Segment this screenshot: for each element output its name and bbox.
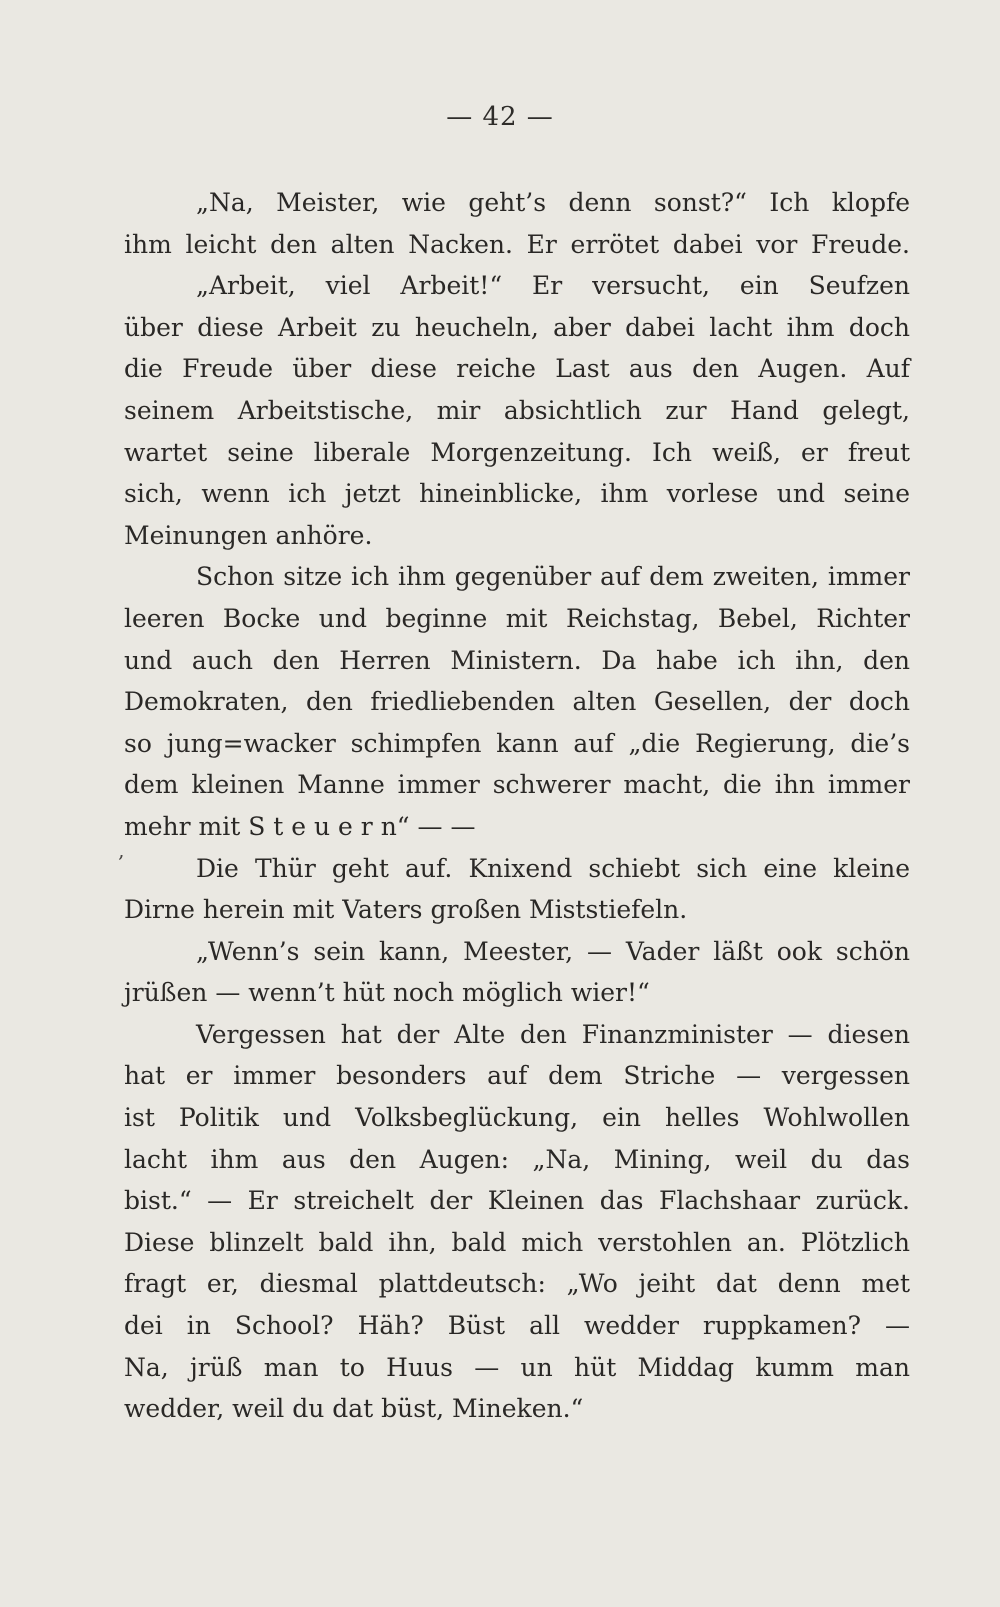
text-line: „Na, Meister, wie geht’s denn sonst?“ Ich klopfe (196, 188, 910, 217)
text-line: Die Thür geht auf. Knixend schiebt sich eine kleine (196, 853, 910, 883)
text-line: Schon sitze ich ihm gegenüber auf dem zweiten, immer (196, 562, 910, 592)
text-line: „Arbeit, viel Arbeit!“ Er versucht, ein Seufzen (196, 271, 910, 301)
text-line: Diese blinzelt bald ihn, bald mich verstohlen an. Plötzlich (124, 1227, 910, 1257)
text-line: bist.“ — Er streichelt der Kleinen das Flachshaar zurück. (124, 1186, 910, 1216)
text-line: fragt er, diesmal plattdeutsch: „Wo jeiht dat denn met (124, 1269, 910, 1299)
text-line: leeren Bocke und beginne mit Reichstag, Bebel, Richter (124, 603, 910, 633)
text-line: ihm leicht den alten Nacken. Er errötet dabei vor Freude. (124, 229, 910, 259)
text-line: hat er immer besonders auf dem Striche — vergessen (124, 1061, 910, 1091)
text-line: und auch den Herren Ministern. Da habe ich ihn, den (124, 645, 910, 675)
text-line: Meinungen anhöre. (124, 520, 373, 550)
text-line: so jung=wacker schimpfen kann auf „die Regierung, die’s (124, 728, 910, 758)
text-line: „Wenn’s sein kann, Meester, — Vader läßt ook schön (196, 936, 910, 966)
text-line: über diese Arbeit zu heucheln, aber dabei lacht ihm doch (124, 312, 910, 342)
text-line: seinem Arbeitstische, mir absichtlich zur Hand gelegt, (124, 395, 910, 425)
text-line: sich, wenn ich jetzt hineinblicke, ihm vorlese und seine (124, 479, 910, 509)
text-line: mehr mit S t e u e r n“ — — (124, 811, 476, 841)
text-line: ist Politik und Volksbeglückung, ein helles Wohlwollen (124, 1103, 910, 1133)
text-line: lacht ihm aus den Augen: „Na, Mining, weil du das (124, 1144, 910, 1174)
text-line: Na, jrüß man to Huus — un hüt Middag kumm man (124, 1352, 910, 1382)
text-line: wedder, weil du dat büst, Mineken.“ (124, 1394, 584, 1424)
text-line: wartet seine liberale Morgenzeitung. Ich weiß, er freut (124, 437, 910, 467)
text-line: dei in School? Häh? Büst all wedder ruppkamen? — (124, 1311, 910, 1341)
stray-print-mark: ‚ (118, 838, 125, 862)
text-line: Demokraten, den friedliebenden alten Gesellen, der doch (124, 687, 910, 717)
body-text (124, 182, 910, 1430)
page-number: — 42 — (446, 102, 554, 132)
text-line: die Freude über diese reiche Last aus den Augen. Auf (124, 354, 910, 384)
text-line: Vergessen hat der Alte den Finanzminister — diesen (196, 1019, 910, 1049)
text-line: dem kleinen Manne immer schwerer macht, die ihn immer (124, 770, 910, 800)
text-line: Dirne herein mit Vaters großen Miststiefeln. (124, 895, 688, 925)
text-line: jrüßen — wenn’t hüt noch möglich wier!“ (124, 978, 650, 1008)
